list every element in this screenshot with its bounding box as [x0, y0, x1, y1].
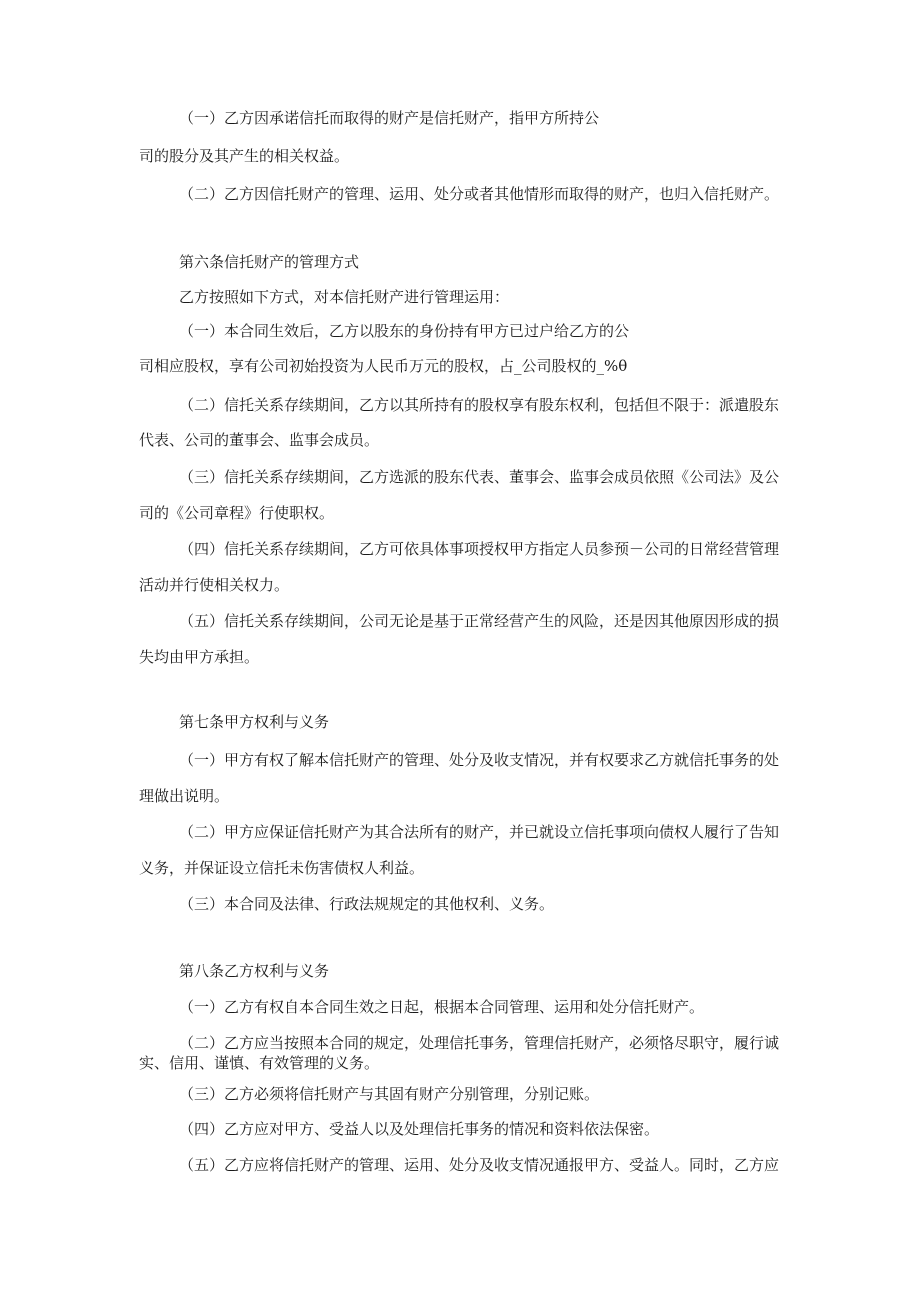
paragraph-line: （二）乙方因信托财产的管理、运用、处分或者其他情形而取得的财产，也归入信托财产。	[179, 185, 780, 203]
paragraph-line: （五）乙方应将信托财产的管理、运用、处分及收支情况通报甲方、受益人。同时，乙方应	[179, 1156, 780, 1174]
section-heading: 第七条甲方权利与义务	[179, 713, 330, 731]
paragraph-line: 实、信用、谨慎、有效管理的义务。	[139, 1054, 380, 1072]
paragraph-line: 司的《公司章程》行使职权。	[139, 504, 335, 522]
paragraph-line: 活动并行使相关权力。	[139, 576, 290, 594]
paragraph-line: （四）信托关系存续期间，乙方可依具体事项授权甲方指定人员参预－公司的日常经营管理	[179, 540, 780, 558]
paragraph-line: 义务，并保证设立信托未伤害债权人利益。	[139, 859, 425, 877]
paragraph-line: 司的股分及其产生的相关权益。	[139, 147, 350, 165]
paragraph-line: 司相应股权，享有公司初始投资为人民币万元的股权，占_公司股权的_%θ	[139, 357, 628, 375]
paragraph-line: （一）本合同生效后，乙方以股东的身份持有甲方已过户给乙方的公	[179, 322, 630, 340]
paragraph-line: （三）乙方必须将信托财产与其固有财产分别管理，分别记账。	[179, 1085, 600, 1103]
paragraph-line: （五）信托关系存续期间，公司无论是基于正常经营产生的风险，还是因其他原因形成的损	[179, 612, 780, 630]
paragraph-line: 理做出说明。	[139, 787, 230, 805]
paragraph-line: 代表、公司的董事会、监事会成员。	[139, 431, 380, 449]
paragraph-line: （一）乙方有权自本合同生效之日起，根据本合同管理、运用和处分信托财产。	[179, 998, 705, 1016]
paragraph-line: （一）乙方因承诺信托而取得的财产是信托财产，指甲方所持公	[179, 109, 600, 127]
paragraph-line: （四）乙方应对甲方、受益人以及处理信托事务的情况和资料依法保密。	[179, 1120, 660, 1138]
paragraph-line: （二）乙方应当按照本合同的规定，处理信托事务，管理信托财产，必须恪尽职守，履行诚	[179, 1034, 780, 1052]
section-heading: 第六条信托财产的管理方式	[179, 253, 360, 271]
paragraph-line: （三）信托关系存续期间，乙方选派的股东代表、董事会、监事会成员依照《公司法》及公	[179, 468, 780, 486]
paragraph-line: （二）信托关系存续期间，乙方以其所持有的股权享有股东权利，包括但不限于：派遣股东	[179, 396, 780, 414]
paragraph-line: （二）甲方应保证信托财产为其合法所有的财产，并已就设立信托事项向债权人履行了告知	[179, 823, 780, 841]
paragraph-line: （一）甲方有权了解本信托财产的管理、处分及收支情况，并有权要求乙方就信托事务的处	[179, 751, 780, 769]
paragraph-line: 失均由甲方承担。	[139, 648, 260, 666]
paragraph-line: （三）本合同及法律、行政法规规定的其他权利、义务。	[179, 895, 555, 913]
section-heading: 第八条乙方权利与义务	[179, 962, 330, 980]
paragraph-line: 乙方按照如下方式，对本信托财产进行管理运用：	[179, 288, 510, 306]
